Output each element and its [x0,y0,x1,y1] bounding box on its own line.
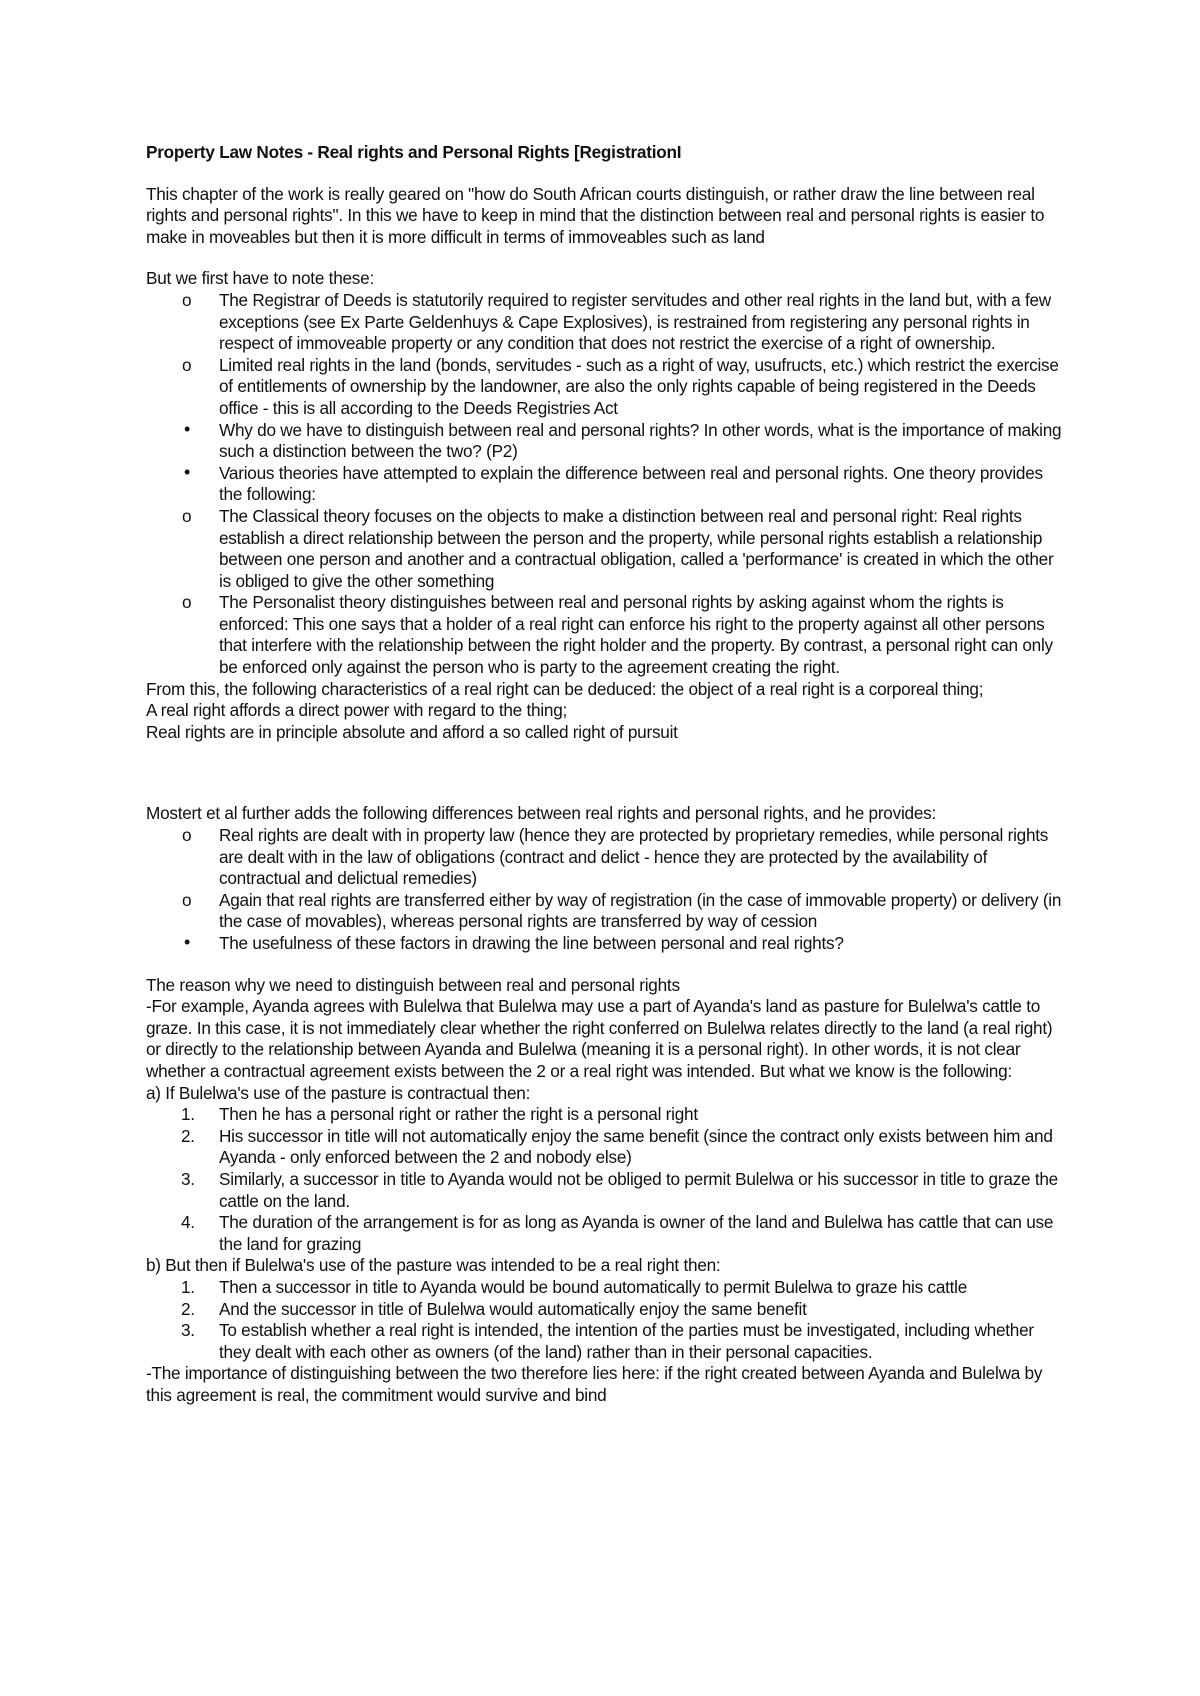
example-paragraph: -For example, Ayanda agrees with Bulelwa that Bulelwa may use a part of Ayanda's land as pasture for Bulelwa's cattle to graze. In this case, it is not immediately clear whether the right conferred on Bulelwa relates directly to the land (a real right) or directly to the relationship between Ayanda and Bulelwa (meaning it is a personal right). In other words, it is not clear whether a contractual agreement exists between the 2 or a real right was intended. But what we know is the following: [146,996,1053,1081]
list-item-text: The Classical theory focuses on the objects to make a distinction between real and personal right: Real rights establish a direct relationship between the person and the property, while personal rights establish a relationship between one person and another and a contractual obligation, called a 'performance' is created in which the other is obliged to give the other something [219,505,1054,591]
list-item [146,1126,1066,1169]
list-item-text: His successor in title will not automatically enjoy the same benefit (since the contract only exists between him and Ayanda - only enforced between the 2 and nobody else) [219,1125,1053,1168]
list-item [146,1212,1066,1255]
characteristics-line: From this, the following characteristics of a real right can be deduced: the object of a real right is a corporeal thing; [146,678,984,699]
list-item [146,1169,1066,1212]
hollow-bullet-marker: o [182,592,192,613]
first-note: But we first have to note these: [146,268,374,289]
list-item-text: Again that real rights are transferred either by way of registration (in the case of immovable property) or delivery (in the case of movables), whereas personal rights are transferred by way of cession [219,889,1062,932]
list-item-text: Similarly, a successor in title to Ayanda would not be obliged to permit Bulelwa or his successor in title to graze the cattle on the land. [219,1168,1058,1211]
reason-heading: The reason why we need to distinguish between real and personal rights [146,974,680,995]
list-item [146,933,1066,955]
mostert-list [146,825,1066,955]
list-item [146,290,1066,355]
list-item [146,463,1066,506]
list-item [146,1104,1066,1126]
number-marker: 4. [181,1212,195,1233]
solid-bullet-marker: • [184,418,191,439]
number-marker: 3. [181,1168,195,1189]
number-marker: 1. [181,1104,195,1125]
number-marker: 1. [181,1276,195,1297]
hollow-bullet-marker: o [182,354,192,375]
case-b-list [146,1277,1066,1363]
first-list [146,290,1066,679]
list-item [146,420,1066,463]
number-marker: 3. [181,1320,195,1341]
number-marker: 2. [181,1125,195,1146]
list-item-text: Then he has a personal right or rather the right is a personal right [219,1104,698,1125]
list-item-text: To establish whether a real right is intended, the intention of the parties must be investigated, including whether they dealt with each other as owners (of the land) rather than in their personal capacities. [219,1320,1034,1362]
document-body [146,142,1066,1406]
list-item [146,355,1066,420]
document-title: Property Law Notes - Real rights and Personal Rights [RegistrationI [146,142,682,162]
mostert-intro: Mostert et al further adds the following differences between real rights and personal rights, and he provides: [146,803,937,824]
hollow-bullet-marker: o [182,289,192,310]
list-item [146,506,1066,592]
list-item-text: The Registrar of Deeds is statutorily required to register servitudes and other real rights in the land but, with a few exceptions (see Ex Parte Geldenhuys & Cape Explosives), is restrained from registering any personal rights in respect of immoveable property or any condition that does not restrict the exercise of a right of ownership. [219,289,1051,354]
list-item-text: And the successor in title of Bulelwa would automatically enjoy the same benefit [219,1298,807,1319]
list-item [146,890,1066,933]
list-item [146,1299,1066,1321]
number-marker: 2. [181,1298,195,1319]
list-item [146,1277,1066,1299]
hollow-bullet-marker: o [182,889,192,910]
solid-bullet-marker: • [184,932,191,952]
list-item [146,825,1066,890]
list-item-text: The duration of the arrangement is for as long as Ayanda is owner of the land and Bulelwa has cattle that can use the land for grazing [219,1212,1054,1254]
list-item-text: Various theories have attempted to explain the difference between real and personal rights. One theory provides the following: [219,462,1043,505]
solid-bullet-marker: • [184,461,191,482]
list-item [146,592,1066,678]
case-a-list [146,1104,1066,1255]
characteristics-line: A real right affords a direct power with regard to the thing; [146,700,568,721]
case-a-heading: a) If Bulelwa's use of the pasture is contractual then: [146,1082,531,1103]
intro-paragraph: This chapter of the work is really geared on "how do South African courts distinguish, or rather draw the line between real rights and personal rights". In this we have to keep in mind that the distinction between real and personal rights is easier to make in moveables but then it is more difficult in terms of immoveables such as land [146,183,1045,247]
hollow-bullet-marker: o [182,505,192,526]
list-item-text: Limited real rights in the land (bonds, servitudes - such as a right of way, usufructs, etc.) which restrict the exercise of entitlements of ownership by the landowner, are also the only rights capable of being registered in the Deeds office - this is all according to the Deeds Registries Act [219,354,1059,418]
list-item [146,1320,1066,1363]
case-b-heading: b) But then if Bulelwa's use of the pasture was intended to be a real right then: [146,1255,721,1276]
list-item-text: Then a successor in title to Ayanda would be bound automatically to permit Bulelwa to graze his cattle [219,1276,968,1297]
list-item-text: The usefulness of these factors in drawing the line between personal and real rights? [219,933,844,953]
list-item-text: Why do we have to distinguish between real and personal rights? In other words, what is the importance of making such a distinction between the two? (P2) [219,419,1062,462]
list-item-text: Real rights are dealt with in property law (hence they are protected by proprietary remedies, while personal rights are dealt with in the law of obligations (contract and delict - hence they are protected by the availability of contractual and delictual remedies) [219,825,1049,889]
hollow-bullet-marker: o [182,825,192,846]
list-item-text: The Personalist theory distinguishes between real and personal rights by asking against whom the rights is enforced: This one says that a holder of a real right can enforce his right to the property against all other persons that interfere with the relationship between the right holder and the property. By contrast, a personal right can only be enforced only against the person who is party to the agreement creating the right. [219,592,1053,678]
characteristics-line: Real rights are in principle absolute and afford a so called right of pursuit [146,721,678,742]
conclusion-paragraph: -The importance of distinguishing between the two therefore lies here: if the right created between Ayanda and Bulelwa by this agreement is real, the commitment would survive and bind [146,1363,1043,1405]
